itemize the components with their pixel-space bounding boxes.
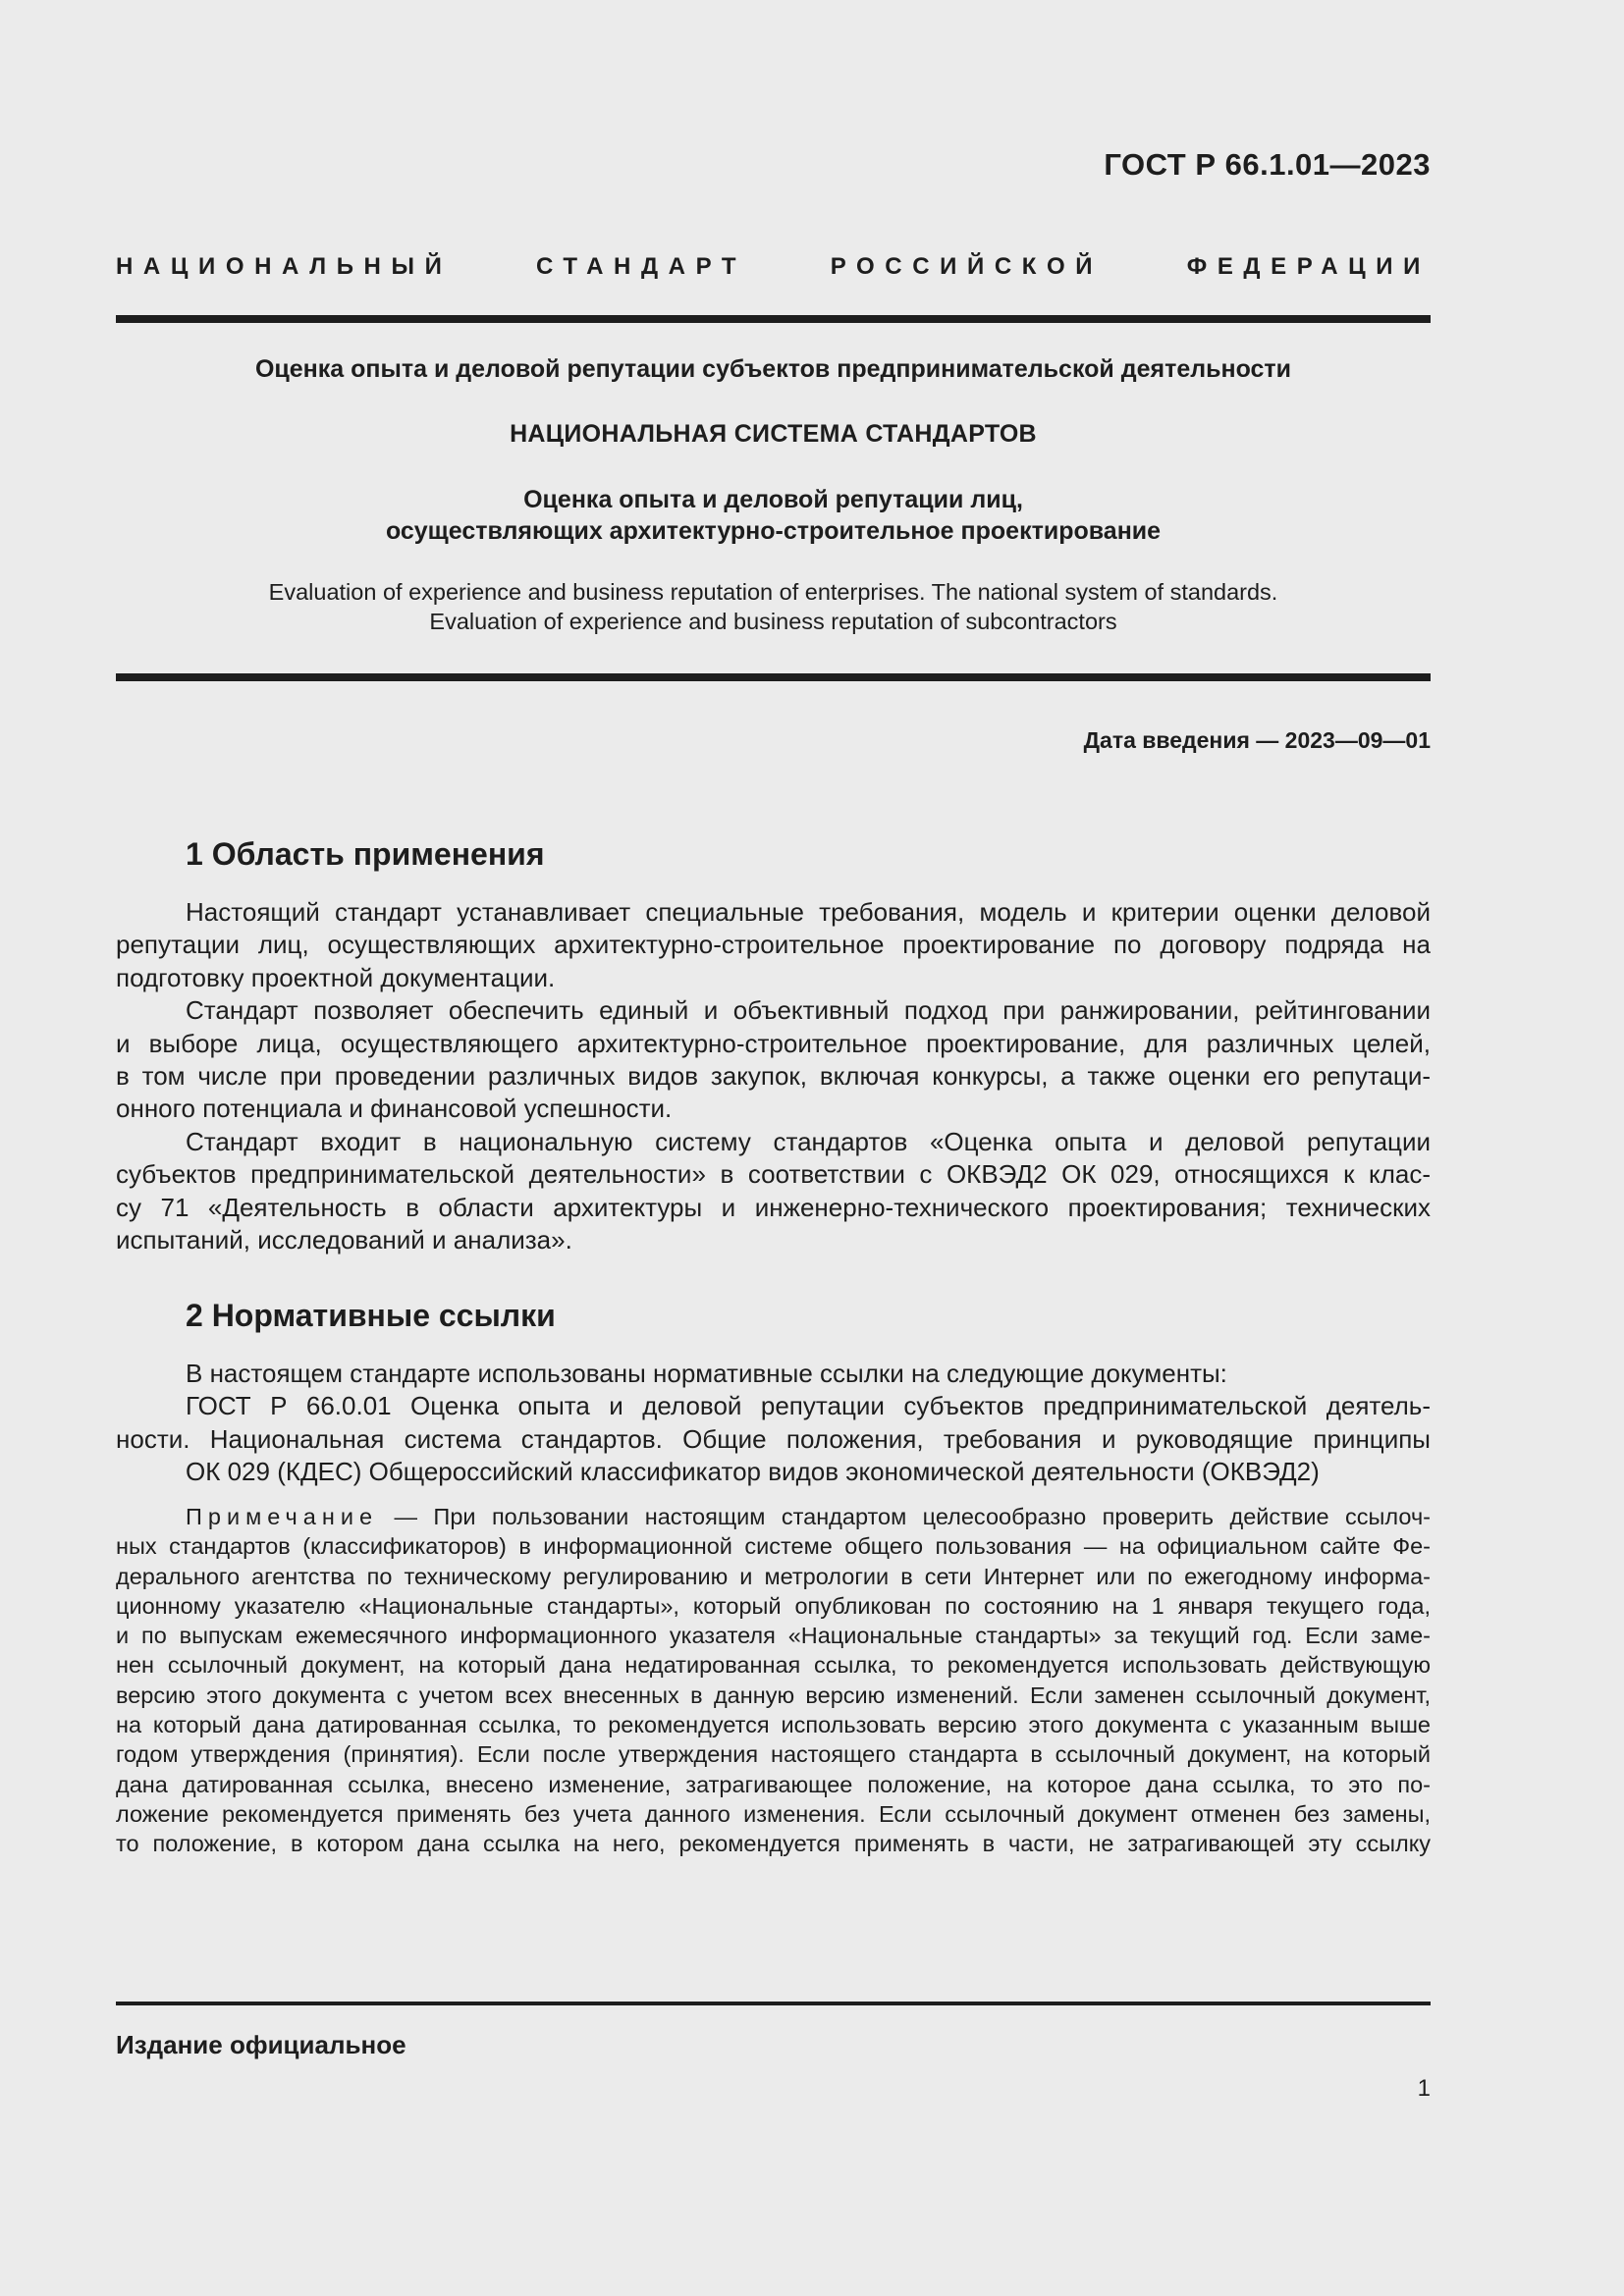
page-number: 1	[1417, 2075, 1431, 2102]
document-id: ГОСТ Р 66.1.01—2023	[1104, 147, 1431, 182]
standard-subtitle	[116, 484, 1431, 547]
section-1-body	[116, 896, 1431, 1256]
note-line	[116, 1502, 1431, 1531]
body-line: репутации лиц, осуществляющих архитектурно-строительное проектирование по договору подряда на	[116, 930, 1431, 960]
section-2-heading: 2 Нормативные ссылки	[186, 1298, 556, 1333]
top-rule	[116, 315, 1431, 323]
title-bottom-rule	[116, 673, 1431, 681]
body-line: и выборе лица, осуществляющего архитектурно-строительное проектирование, для различных целей,	[116, 1028, 1431, 1058]
system-title: НАЦИОНАЛЬНАЯ СИСТЕМА СТАНДАРТОВ	[510, 420, 1037, 448]
footer-rule	[116, 2002, 1431, 2005]
standard-subtitle-line: Оценка опыта и деловой репутации лиц,	[523, 486, 1023, 513]
body-line: Стандарт позволяет обеспечить единый и объективный подход при ранжировании, рейтинговании	[186, 995, 1431, 1026]
english-title-line: Evaluation of experience and business reputation of subcontractors	[429, 609, 1117, 634]
english-title-line: Evaluation of experience and business reputation of enterprises. The national system of standards.	[268, 579, 1278, 605]
body-line: ГОСТ Р 66.0.01 Оценка опыта и деловой репутации субъектов предпринимательской деятель-	[186, 1391, 1431, 1421]
section-2-body	[116, 1358, 1431, 1489]
note-line: дерального агентства по техническому регулированию и метрологии в сети Интернет или по ежегодному информа-	[116, 1563, 1431, 1589]
introduction-date: Дата введения — 2023—09—01	[1083, 727, 1431, 753]
body-line: онного потенциала и финансовой успешности.	[116, 1094, 673, 1124]
body-line: Стандарт входит в национальную систему стандартов «Оценка опыта и деловой репутации	[186, 1126, 1431, 1156]
body-line: ности. Национальная система стандартов. Общие положения, требования и руководящие принципы	[116, 1423, 1431, 1454]
note-line: версию этого документа с учетом всех внесенных в данную версию изменений. Если заменен ссылочный документ,	[116, 1682, 1431, 1708]
section-1-heading: 1 Область применения	[186, 836, 545, 872]
standard-series-title: Оценка опыта и деловой репутации субъектов предпринимательской деятельности	[254, 355, 1292, 383]
note-label: Примечание	[186, 1504, 379, 1529]
body-line: подготовку проектной документации.	[116, 962, 556, 992]
note-line: на который дана датированная ссылка, то рекомендуется использовать версию этого документа с указанным выше	[116, 1712, 1431, 1738]
body-line: В настоящем стандарте использованы нормативные ссылки на следующие документы:	[186, 1359, 1227, 1388]
note-line: годом утверждения (принятия). Если после утверждения настоящего стандарта в ссылочный документ, на который	[116, 1741, 1431, 1768]
body-line: субъектов предпринимательской деятельности» в соответствии с ОКВЭД2 ОК 029, относящихся к клас-	[116, 1159, 1431, 1190]
body-line: испытаний, исследований и анализа».	[116, 1225, 572, 1255]
official-edition-label: Издание официальное	[116, 2030, 406, 2059]
body-line: Настоящий стандарт устанавливает специальные требования, модель и критерии оценки деловой	[186, 897, 1431, 927]
note-line: ложение рекомендуется применять без учета данного изменения. Если ссылочный документ отменен без замены,	[116, 1800, 1431, 1827]
english-title	[116, 577, 1431, 636]
note-line-text: — При пользовании настоящим стандартом целесообразно проверить действие ссылоч-	[394, 1504, 1432, 1529]
note-block	[116, 1502, 1431, 1859]
national-standard-title: НАЦИОНАЛЬНЫЙ СТАНДАРТ РОССИЙСКОЙ ФЕДЕРАЦИИ	[116, 253, 1431, 280]
note-line: то положение, в котором дана ссылка на него, рекомендуется применять в части, не затрагивающей эту ссылку	[116, 1831, 1431, 1857]
standard-subtitle-line: осуществляющих архитектурно-строительное проектирование	[385, 517, 1162, 545]
note-line: ционному указателю «Национальные стандарты», который опубликован по состоянию на 1 января текущего года,	[116, 1592, 1431, 1619]
note-line: дана датированная ссылка, внесено изменение, затрагивающее положение, на которое дана ссылка, то это по-	[116, 1771, 1431, 1797]
note-line: ных стандартов (классификаторов) в информационной системе общего пользования — на официальном сайте Фе-	[116, 1533, 1431, 1560]
body-line: в том числе при проведении различных видов закупок, включая конкурсы, а также оценки его репутаци-	[116, 1061, 1431, 1092]
body-line: ОК 029 (КДЕС) Общероссийский классификатор видов экономической деятельности (ОКВЭД2)	[186, 1457, 1320, 1487]
note-line: нен ссылочный документ, на который дана недатированная ссылка, то рекомендуется использовать действующую	[116, 1652, 1431, 1679]
note-line: и по выпускам ежемесячного информационного указателя «Национальные стандарты» за текущий год. Если заме-	[116, 1623, 1431, 1649]
body-line: су 71 «Деятельность в области архитектуры и инженерно-технического проектирования; технических	[116, 1192, 1431, 1222]
